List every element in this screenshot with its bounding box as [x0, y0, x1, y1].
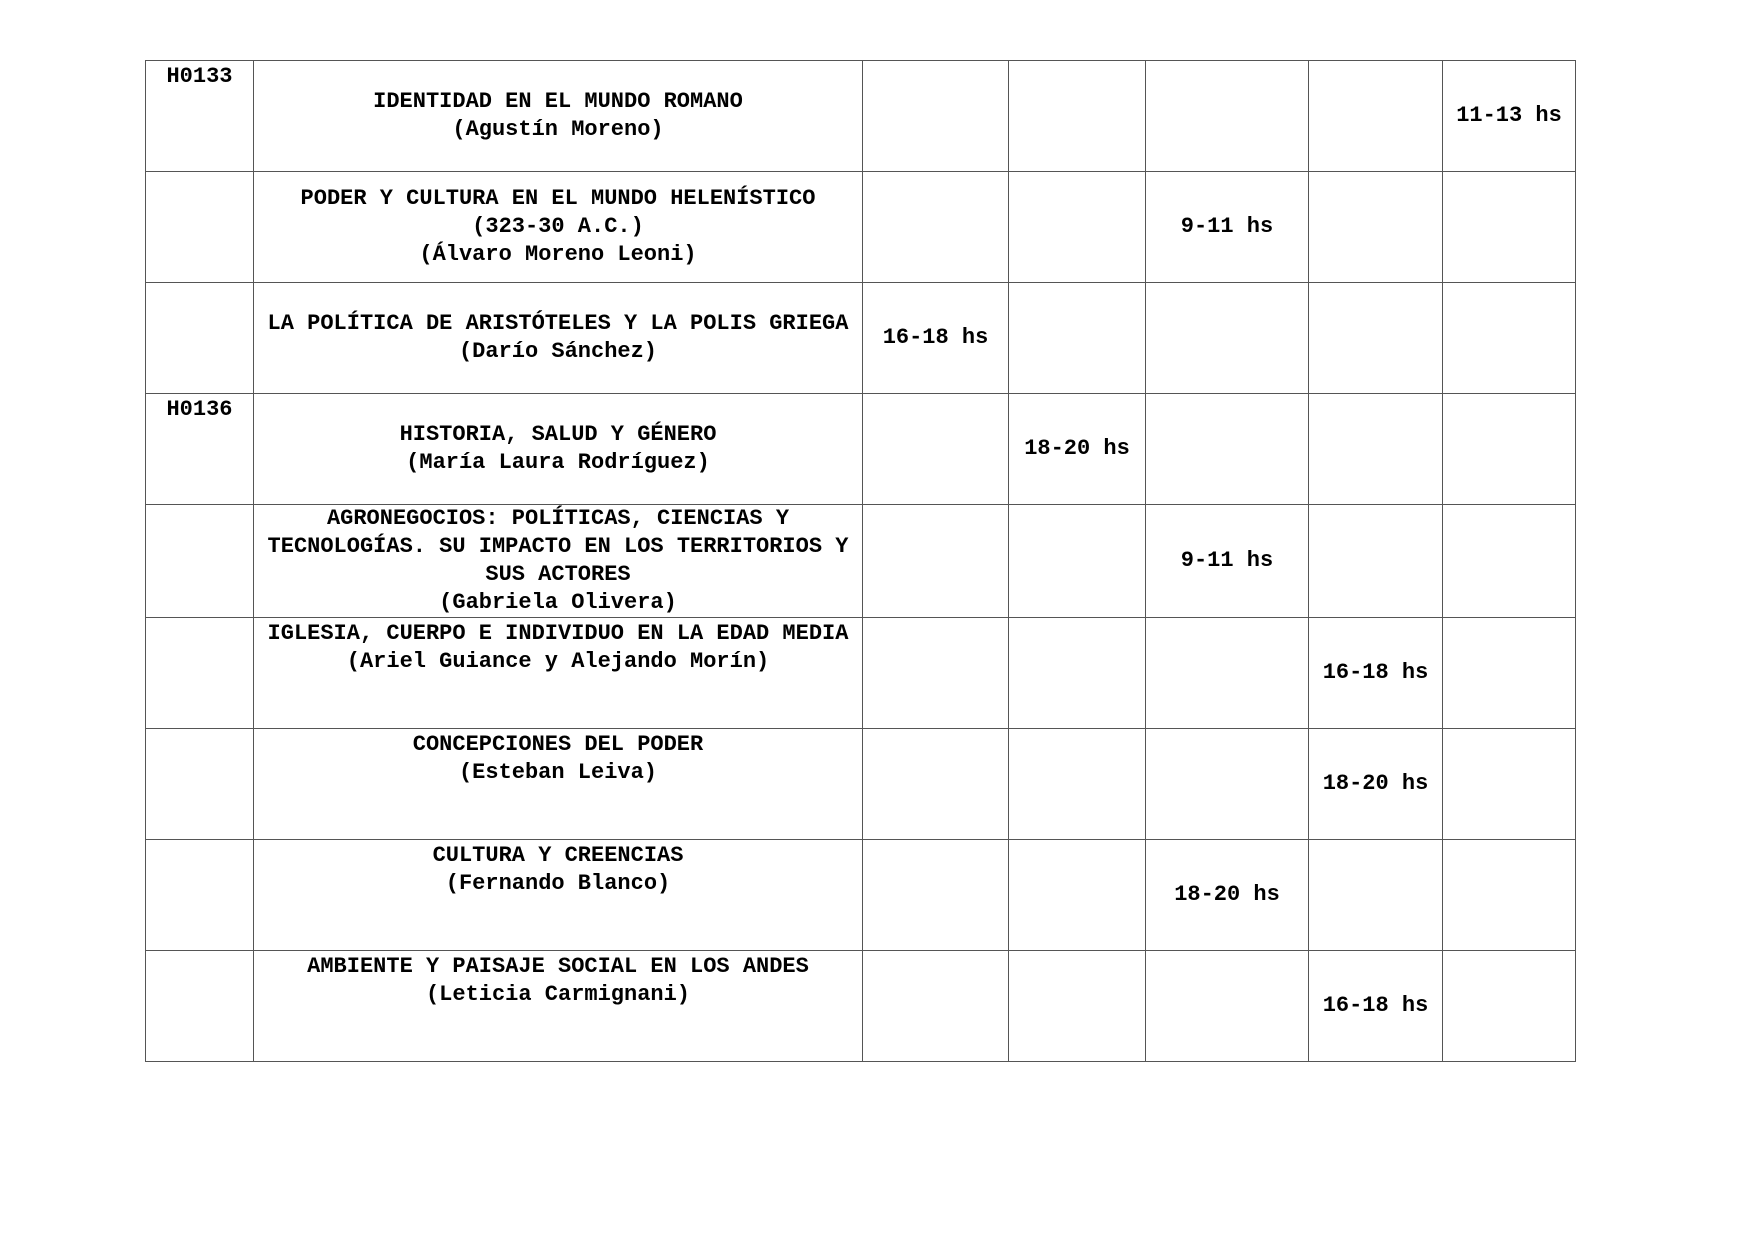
- course-cell: [254, 283, 863, 394]
- course-code-cell: [146, 618, 254, 729]
- schedule-slot: [1009, 505, 1146, 618]
- schedule-slot: [1443, 283, 1576, 394]
- course-title: PODER Y CULTURA EN EL MUNDO HELENÍSTICO (323-30 A.C.): [300, 186, 816, 239]
- schedule-slot: [1309, 61, 1443, 172]
- course-teacher: (Esteban Leiva): [458, 760, 658, 785]
- course-title: AGRONEGOCIOS: POLÍTICAS, CIENCIAS Y TECNOLOGÍAS. SU IMPACTO EN LOS TERRITORIOS Y SUS ACTORES: [267, 506, 849, 587]
- schedule-slot: [863, 729, 1009, 840]
- schedule-slot: [1443, 394, 1576, 505]
- schedule-slot: [1443, 172, 1576, 283]
- schedule-slot: 18-20 hs: [1146, 840, 1309, 951]
- schedule-slot: [863, 172, 1009, 283]
- schedule-slot: [1009, 61, 1146, 172]
- table-row: [146, 618, 1576, 729]
- table-row: [146, 61, 1576, 172]
- schedule-slot: 9-11 hs: [1146, 172, 1309, 283]
- schedule-slot: [1309, 283, 1443, 394]
- schedule-slot: [863, 840, 1009, 951]
- schedule-slot: [1146, 729, 1309, 840]
- schedule-table: [145, 60, 1576, 1062]
- schedule-slot: [1009, 283, 1146, 394]
- schedule-slot: [1309, 840, 1443, 951]
- schedule-slot: [1443, 840, 1576, 951]
- course-cell: [254, 61, 863, 172]
- schedule-slot: [1443, 505, 1576, 618]
- course-cell: [254, 729, 863, 840]
- schedule-slot: 11-13 hs: [1443, 61, 1576, 172]
- course-title: IGLESIA, CUERPO E INDIVIDUO EN LA EDAD MEDIA: [267, 621, 849, 646]
- schedule-slot: [1146, 951, 1309, 1062]
- course-code-cell: [146, 951, 254, 1062]
- course-title: IDENTIDAD EN EL MUNDO ROMANO: [373, 89, 743, 114]
- course-teacher: (Ariel Guiance y Alejando Morín): [346, 649, 770, 674]
- schedule-slot: [1009, 840, 1146, 951]
- table-row: [146, 840, 1576, 951]
- course-cell: [254, 840, 863, 951]
- schedule-slot: [863, 61, 1009, 172]
- course-teacher: (Gabriela Olivera): [439, 590, 677, 615]
- schedule-slot: 18-20 hs: [1009, 394, 1146, 505]
- course-teacher: (Darío Sánchez): [458, 339, 658, 364]
- schedule-slot: [863, 951, 1009, 1062]
- course-teacher: (Agustín Moreno): [452, 117, 664, 142]
- schedule-slot: [1309, 172, 1443, 283]
- schedule-body: [146, 61, 1576, 1062]
- course-teacher: (Leticia Carmignani): [425, 982, 691, 1007]
- table-row: [146, 172, 1576, 283]
- course-cell: [254, 951, 863, 1062]
- schedule-slot: [863, 505, 1009, 618]
- course-title: LA POLÍTICA DE ARISTÓTELES Y LA POLIS GRIEGA: [267, 311, 849, 336]
- schedule-slot: [1146, 283, 1309, 394]
- schedule-slot: 18-20 hs: [1309, 729, 1443, 840]
- course-code-cell: [146, 172, 254, 283]
- schedule-slot: 16-18 hs: [863, 283, 1009, 394]
- course-cell: [254, 172, 863, 283]
- schedule-slot: [1146, 618, 1309, 729]
- schedule-slot: [1309, 505, 1443, 618]
- table-row: [146, 729, 1576, 840]
- table-row: [146, 394, 1576, 505]
- table-row: [146, 283, 1576, 394]
- course-title: HISTORIA, SALUD Y GÉNERO: [399, 422, 717, 447]
- schedule-slot: [1146, 394, 1309, 505]
- course-teacher: (Fernando Blanco): [445, 871, 671, 896]
- schedule-slot: [1443, 951, 1576, 1062]
- schedule-slot: [863, 394, 1009, 505]
- table-row: [146, 951, 1576, 1062]
- course-cell: [254, 394, 863, 505]
- schedule-slot: [1009, 172, 1146, 283]
- schedule-slot: [1309, 394, 1443, 505]
- table-row: [146, 505, 1576, 618]
- course-cell: [254, 618, 863, 729]
- course-code-cell: H0136: [146, 394, 254, 505]
- schedule-slot: [1009, 729, 1146, 840]
- course-title: CONCEPCIONES DEL PODER: [412, 732, 704, 757]
- course-code-cell: H0133: [146, 61, 254, 172]
- course-teacher: (Álvaro Moreno Leoni): [419, 242, 697, 267]
- schedule-slot: [863, 618, 1009, 729]
- course-title: AMBIENTE Y PAISAJE SOCIAL EN LOS ANDES: [307, 954, 809, 979]
- course-teacher: (María Laura Rodríguez): [406, 450, 710, 475]
- course-code-cell: [146, 283, 254, 394]
- schedule-slot: [1146, 61, 1309, 172]
- schedule-slot: [1443, 618, 1576, 729]
- schedule-slot: 16-18 hs: [1309, 951, 1443, 1062]
- course-code-cell: [146, 840, 254, 951]
- schedule-slot: 16-18 hs: [1309, 618, 1443, 729]
- schedule-slot: [1009, 951, 1146, 1062]
- course-title: CULTURA Y CREENCIAS: [432, 843, 684, 868]
- schedule-slot: 9-11 hs: [1146, 505, 1309, 618]
- course-code-cell: [146, 729, 254, 840]
- course-code-cell: [146, 505, 254, 618]
- course-cell: [254, 505, 863, 618]
- schedule-slot: [1443, 729, 1576, 840]
- schedule-slot: [1009, 618, 1146, 729]
